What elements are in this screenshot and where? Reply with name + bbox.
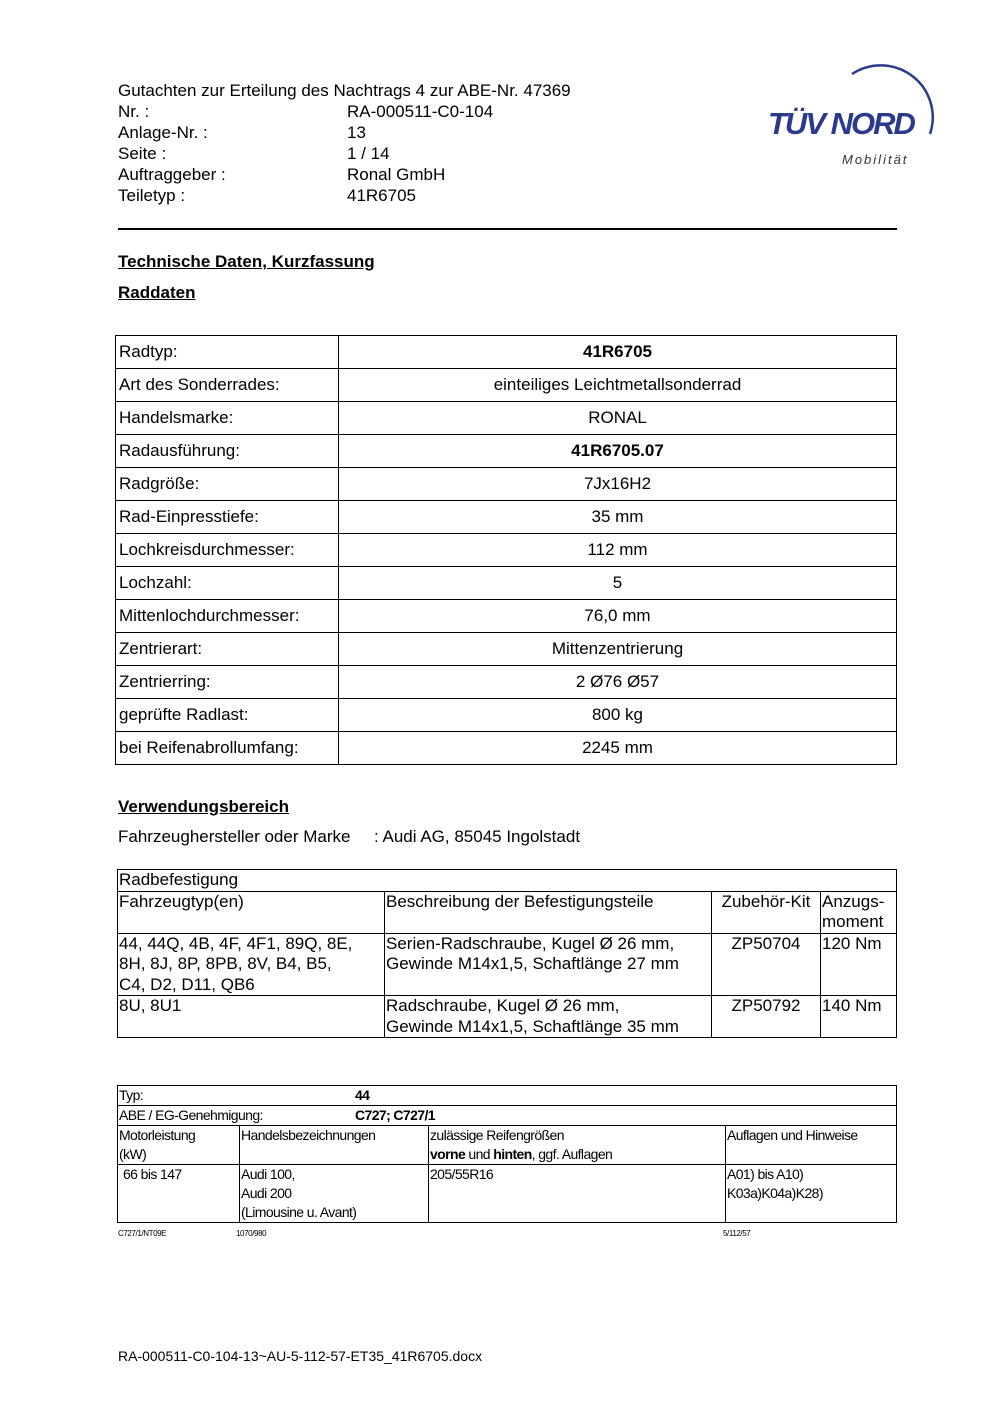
cell-line: C4, D2, D11, QB6 [119, 974, 255, 994]
section-subtitle: Raddaten [118, 283, 196, 302]
header-label: Nr. : [118, 102, 150, 121]
header-und: und [465, 1146, 494, 1162]
header-line: (kW) [119, 1146, 147, 1162]
table-row [116, 435, 897, 468]
cell-line: Gewinde M14x1,5, Schaftlänge 27 mm [386, 954, 679, 973]
col-header-description: Beschreibung der Befestigungsteile [385, 891, 712, 933]
table-row [116, 600, 897, 633]
typ-row [118, 1086, 897, 1106]
cell-line: 8U, 8U1 [119, 996, 182, 1015]
cell-description [385, 933, 712, 996]
header-row-nr [118, 101, 493, 122]
cell-kit: ZP50792 [712, 996, 821, 1038]
header-rear: hinten [493, 1146, 532, 1162]
header-line: Motorleistung [119, 1127, 196, 1143]
row-label: Lochzahl: [116, 567, 339, 600]
row-value: 76,0 mm [339, 600, 897, 633]
col-header-torque [821, 891, 897, 933]
logo-brand: TÜV NORD [768, 106, 914, 141]
table-row [116, 567, 897, 600]
table-row [116, 633, 897, 666]
header-value: Ronal GmbH [347, 165, 446, 184]
table-row [116, 501, 897, 534]
row-label: Art des Sonderrades: [116, 369, 339, 402]
row-value: einteiliges Leichtmetallsonderrad [339, 369, 897, 402]
fastening-table [117, 869, 897, 1038]
row-label: Rad-Einpresstiefe: [116, 501, 339, 534]
usage-title: Verwendungsbereich [118, 797, 289, 816]
cell-line: Gewinde M14x1,5, Schaftlänge 35 mm [386, 1016, 679, 1036]
row-label: Lochkreisdurchmesser: [116, 534, 339, 567]
row-value: 2245 mm [339, 732, 897, 765]
abe-value: C727; C727/1 [355, 1107, 435, 1123]
row-value: 5 [339, 567, 897, 600]
cell-power: 66 bis 147 [118, 1165, 240, 1223]
manufacturer-value: : Audi AG, 85045 Ingolstadt [374, 827, 581, 846]
cell-line: 44, 44Q, 4B, 4F, 4F1, 89Q, 8E, [119, 933, 353, 953]
cell-kit: ZP50704 [712, 933, 821, 996]
row-value: 7Jx16H2 [339, 468, 897, 501]
header-divider [118, 228, 897, 230]
col-header-trade-names: Handelsbezeichnungen [240, 1126, 429, 1165]
table-row [116, 468, 897, 501]
header-row-auftraggeber [118, 164, 493, 185]
row-value: 800 kg [339, 699, 897, 732]
header-value: RA-000511-C0-104 [347, 102, 494, 121]
cell-line: Audi 100, [241, 1166, 295, 1182]
table-row [116, 402, 897, 435]
abe-label: ABE / EG-Genehmigung: [119, 1107, 263, 1123]
header-value: 13 [347, 123, 366, 142]
table-row [118, 1086, 897, 1106]
header-front: vorne [430, 1146, 466, 1162]
col-header-vehicle-types: Fahrzeugtyp(en) [118, 891, 385, 933]
table-header-row [118, 1126, 897, 1165]
header-row-seite [118, 143, 493, 164]
small-note: 1070/980 [236, 1229, 267, 1238]
table-row [118, 996, 897, 1038]
cell-torque: 140 Nm [821, 996, 897, 1038]
table-row [118, 870, 897, 892]
typ-value: 44 [355, 1087, 370, 1103]
cell-line: Audi 200 [241, 1185, 292, 1201]
row-value: Mittenzentrierung [339, 633, 897, 666]
header-row-anlage [118, 122, 493, 143]
cell-torque: 120 Nm [821, 933, 897, 996]
row-label: Radausführung: [116, 435, 339, 468]
header-label: Teiletyp : [118, 186, 186, 205]
abe-row [118, 1106, 897, 1126]
logo-subtitle: Mobilität [842, 152, 909, 167]
small-note: C727/1/NT09E [118, 1229, 167, 1238]
header-label: Anlage-Nr. : [118, 123, 208, 142]
header-line [430, 1145, 724, 1164]
cell-notes [726, 1165, 897, 1223]
header-line: moment [822, 912, 884, 931]
footer-filename: RA-000511-C0-104-13~AU-5-112-57-ET35_41R6705.docx [118, 1348, 483, 1364]
row-value: 41R6705.07 [339, 435, 897, 468]
row-label: Mittenlochdurchmesser: [116, 600, 339, 633]
manufacturer-line [118, 827, 580, 847]
typ-label: Typ: [119, 1087, 144, 1103]
row-label: bei Reifenabrollumfang: [116, 732, 339, 765]
row-value: 41R6705 [339, 336, 897, 369]
header-line: Anzugs- [822, 891, 885, 911]
row-value: 2 Ø76 Ø57 [339, 666, 897, 699]
header-label: Seite : [118, 144, 167, 163]
row-label: Radtyp: [116, 336, 339, 369]
header-row-teiletyp [118, 185, 493, 206]
row-label: Zentrierring: [116, 666, 339, 699]
header-value: 1 / 14 [347, 144, 390, 163]
cell-line: A01) bis A10) [727, 1166, 804, 1182]
document-title: Gutachten zur Erteilung des Nachtrags 4 zur ABE-Nr. 47369 [118, 81, 571, 100]
small-note: 5/112/57 [723, 1229, 751, 1238]
cell-description [385, 996, 712, 1038]
table-row [118, 933, 897, 996]
fastening-title: Radbefestigung [118, 870, 897, 892]
table-row [116, 336, 897, 369]
cell-vehicle-types [118, 996, 385, 1038]
table-row [116, 534, 897, 567]
col-header-tyre-sizes [429, 1126, 726, 1165]
header-value: 41R6705 [347, 186, 417, 205]
cell-line: K03a)K04a)K28) [727, 1185, 823, 1201]
wheel-data-table [115, 335, 897, 765]
header-line: zulässige Reifengrößen [430, 1127, 564, 1143]
table-row [116, 732, 897, 765]
cell-line: Radschraube, Kugel Ø 26 mm, [386, 996, 620, 1015]
table-row [116, 369, 897, 402]
row-value: 35 mm [339, 501, 897, 534]
header-rest: , ggf. Auflagen [531, 1146, 613, 1162]
row-value: 112 mm [339, 534, 897, 567]
table-header-row [118, 891, 897, 933]
tuv-nord-logo [760, 56, 945, 174]
header-label: Auftraggeber : [118, 165, 226, 184]
row-value: RONAL [339, 402, 897, 435]
cell-trade-names [240, 1165, 429, 1223]
row-label: geprüfte Radlast: [116, 699, 339, 732]
row-label: Zentrierart: [116, 633, 339, 666]
cell-line: 8H, 8J, 8P, 8PB, 8V, B4, B5, [119, 954, 332, 973]
table-row [116, 699, 897, 732]
header-info [118, 101, 493, 206]
cell-line: (Limousine u. Avant) [241, 1204, 357, 1220]
row-label: Handelsmarke: [116, 402, 339, 435]
col-header-kit: Zubehör-Kit [712, 891, 821, 933]
cell-line: Serien-Radschraube, Kugel Ø 26 mm, [386, 933, 675, 953]
cell-vehicle-types [118, 933, 385, 996]
vehicle-table [117, 1085, 897, 1223]
section-title: Technische Daten, Kurzfassung [118, 252, 375, 271]
table-row [118, 1106, 897, 1126]
table-row [116, 666, 897, 699]
col-header-notes: Auflagen und Hinweise [726, 1126, 897, 1165]
row-label: Radgröße: [116, 468, 339, 501]
col-header-power [118, 1126, 240, 1165]
cell-tyre-sizes: 205/55R16 [429, 1165, 726, 1223]
manufacturer-label: Fahrzeughersteller oder Marke [118, 827, 351, 846]
table-row [118, 1165, 897, 1223]
